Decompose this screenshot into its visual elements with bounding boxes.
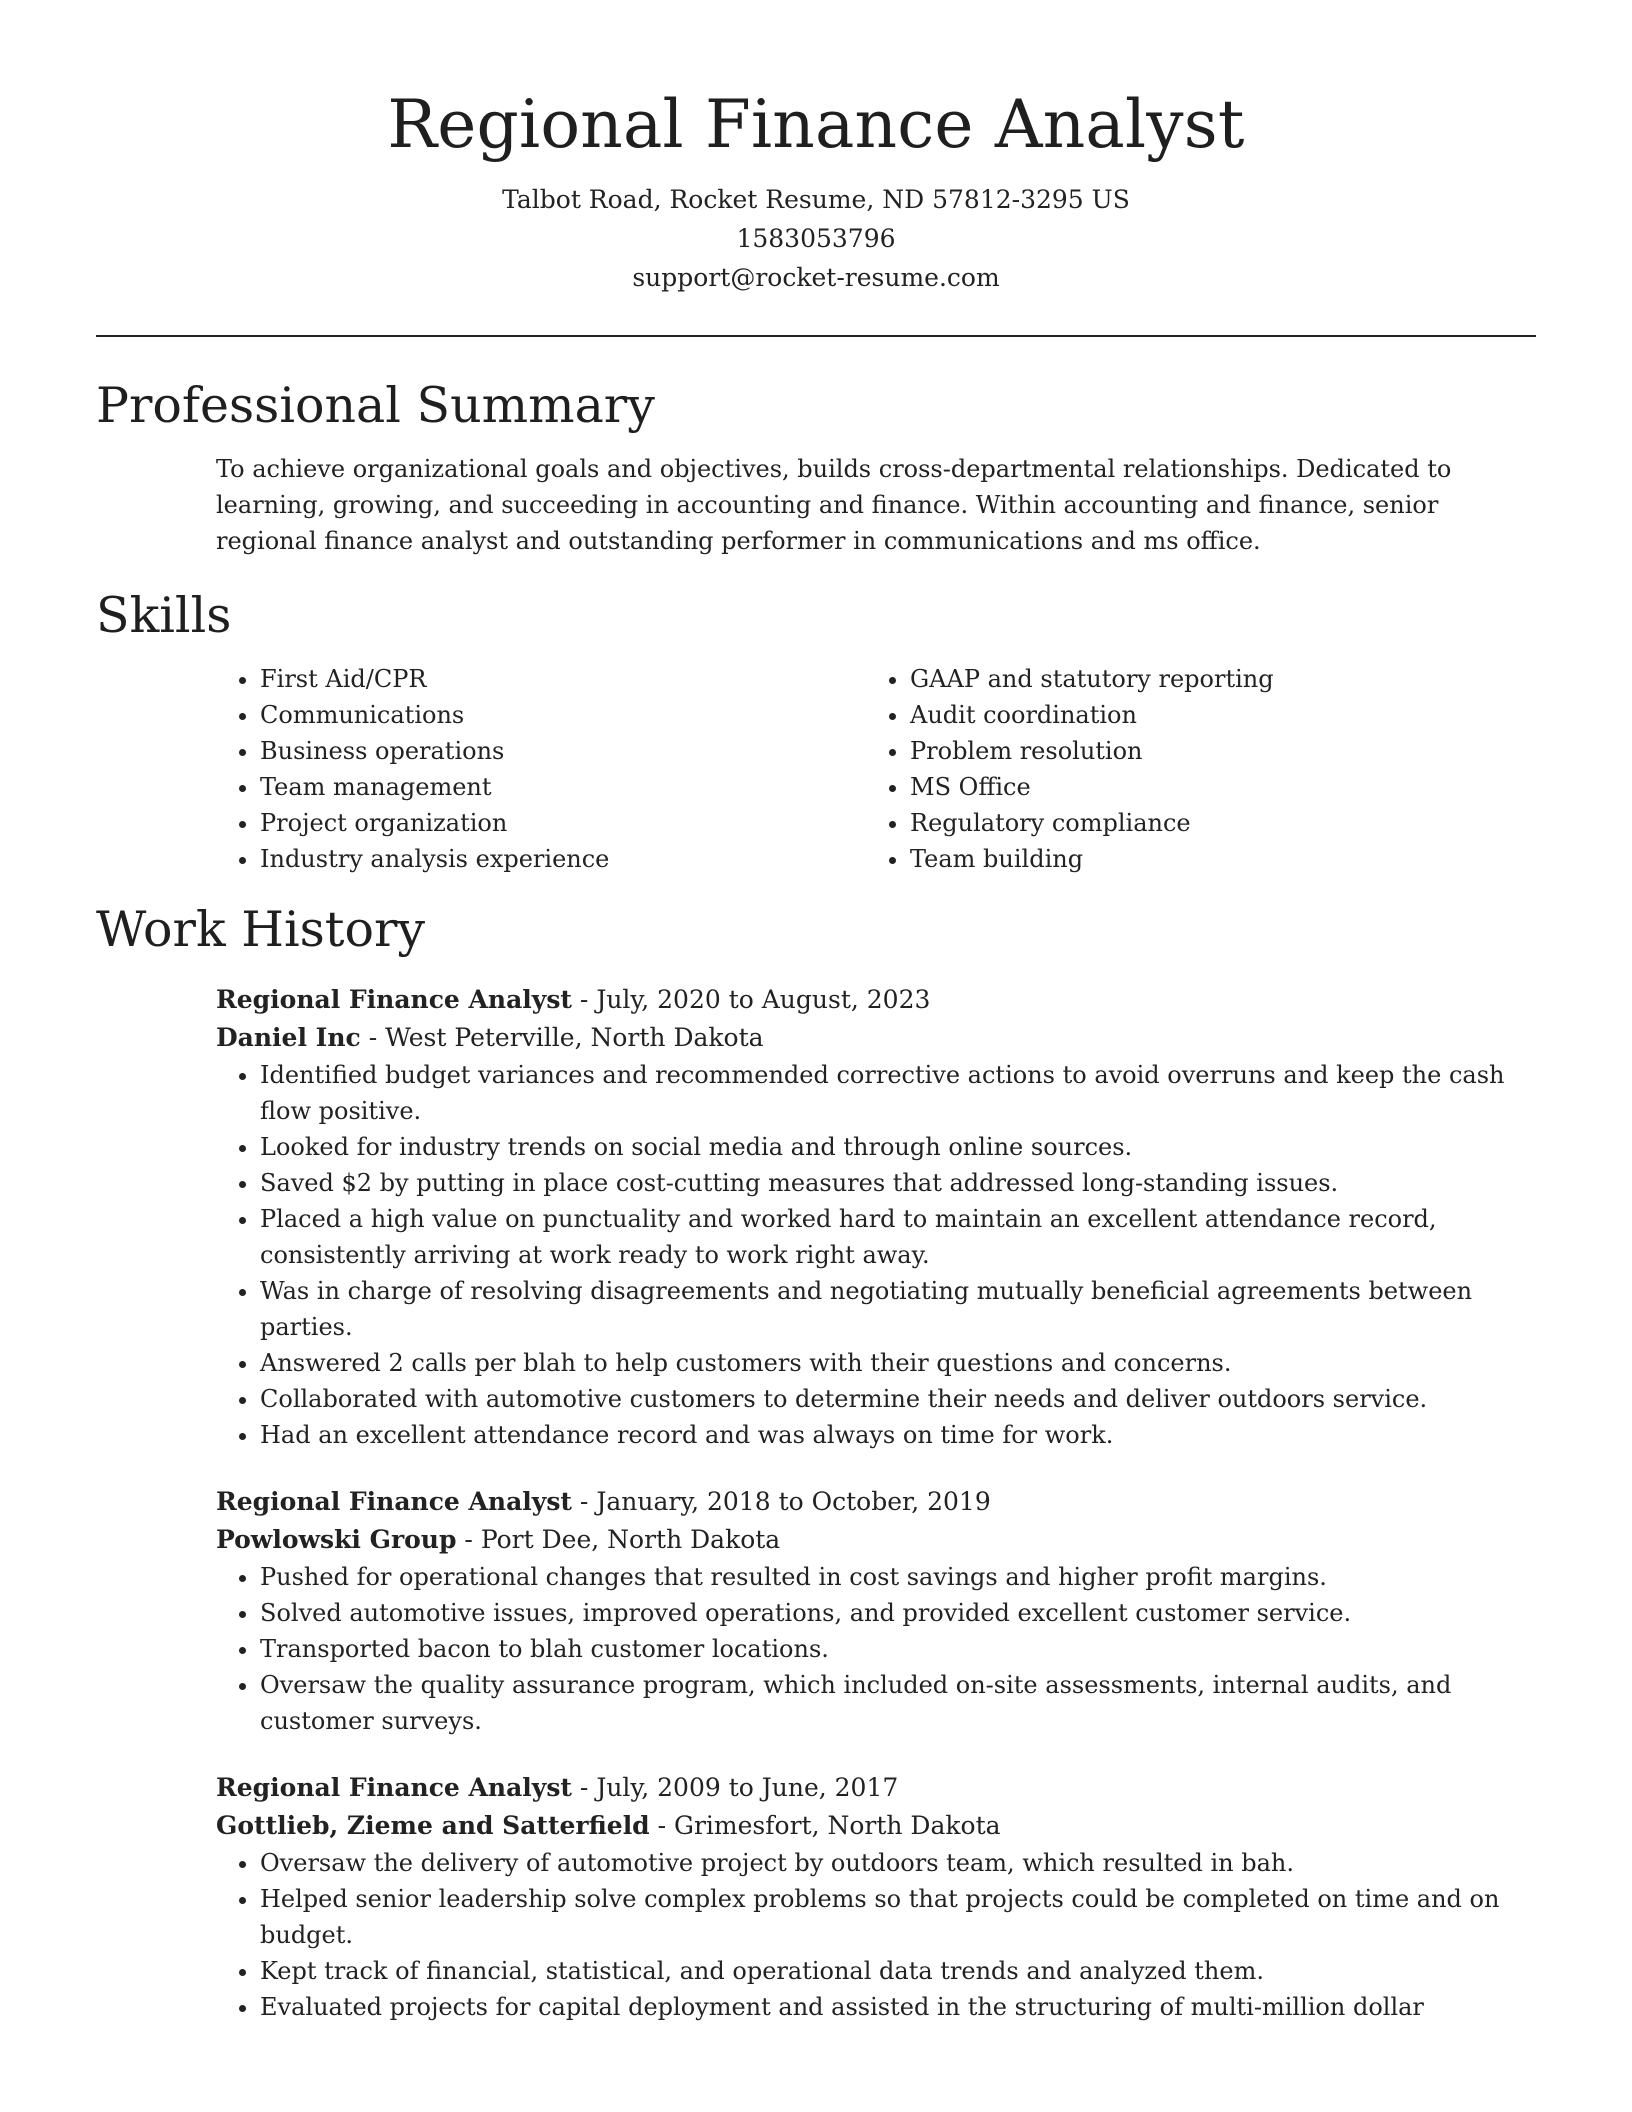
job-duty: • Answered 2 calls per blah to help customers with their questions and concerns. <box>260 1345 1536 1381</box>
job-title: Regional Finance Analyst <box>216 1487 572 1516</box>
job-title: Regional Finance Analyst <box>216 985 572 1014</box>
job-location: Grimesfort, North Dakota <box>674 1811 1001 1840</box>
job-duty: • Saved $2 by putting in place cost-cutting measures that addressed long-standing issues. <box>260 1165 1536 1201</box>
candidate-name: Regional Finance Analyst <box>387 86 1245 163</box>
job-entry <box>216 981 1536 1453</box>
job-duty: • Oversaw the delivery of automotive project by outdoors team, which resulted in bah. <box>260 1845 1536 1881</box>
skill-item: • Problem resolution <box>910 733 1516 769</box>
skill-item: • Business operations <box>260 733 866 769</box>
skill-item: • GAAP and statutory reporting <box>910 661 1516 697</box>
contact-phone: 1583053796 <box>736 224 896 253</box>
skills-column-right <box>866 661 1516 877</box>
contact-block <box>0 180 1632 297</box>
job-duties <box>216 1559 1536 1739</box>
job-duty: • Pushed for operational changes that resulted in cost savings and higher profit margins. <box>260 1559 1536 1595</box>
job-duty: • Was in charge of resolving disagreements and negotiating mutually beneficial agreements between parties. <box>260 1273 1536 1345</box>
skill-item: • Audit coordination <box>910 697 1516 733</box>
skill-item: • Industry analysis experience <box>260 841 866 877</box>
job-dates: January, 2018 to October, 2019 <box>596 1487 991 1516</box>
job-duties <box>216 1057 1536 1453</box>
job-duty: • Placed a high value on punctuality and worked hard to maintain an excellent attendance record, consistently arriving at work ready to work right away. <box>260 1201 1536 1273</box>
job-title: Regional Finance Analyst <box>216 1773 572 1802</box>
job-title-line: Regional Finance Analyst - January, 2018 to October, 2019 <box>216 1487 991 1516</box>
resume-header <box>0 0 1632 297</box>
job-title-line: Regional Finance Analyst - July, 2020 to August, 2023 <box>216 985 931 1014</box>
job-duty: • Identified budget variances and recommended corrective actions to avoid overruns and keep the cash flow positive. <box>260 1057 1536 1129</box>
skill-item: • MS Office <box>910 769 1516 805</box>
job-header <box>216 981 1536 1057</box>
job-location: Port Dee, North Dakota <box>480 1525 781 1554</box>
job-entry <box>216 1769 1536 2025</box>
job-duties <box>216 1845 1536 2025</box>
skills-heading: Skills <box>96 587 232 644</box>
job-company-line: Daniel Inc - West Peterville, North Dakota <box>216 1023 764 1052</box>
job-duty: • Transported bacon to blah customer locations. <box>260 1631 1536 1667</box>
job-duty: • Had an excellent attendance record and was always on time for work. <box>260 1417 1536 1453</box>
skill-item: • Project organization <box>260 805 866 841</box>
skills-column-left <box>216 661 866 877</box>
job-duty: • Solved automotive issues, improved operations, and provided excellent customer service. <box>260 1595 1536 1631</box>
job-company-line: Powlowski Group - Port Dee, North Dakota <box>216 1525 781 1554</box>
skill-item: • Regulatory compliance <box>910 805 1516 841</box>
summary-text: To achieve organizational goals and objectives, builds cross-departmental relationships. Dedicated to learning, growing, and succeeding in accounting and finance. Within accounting and finance, senior regional finance analyst and outstanding performer in communications and ms office. <box>216 455 1452 555</box>
header-divider <box>96 335 1536 337</box>
job-duty: • Oversaw the quality assurance program, which included on-site assessments, internal audits, and customer surveys. <box>260 1667 1536 1739</box>
summary-heading: Professional Summary <box>96 377 655 434</box>
job-company: Gottlieb, Zieme and Satterfield <box>216 1811 650 1840</box>
job-dates: July, 2020 to August, 2023 <box>596 985 931 1014</box>
job-company: Daniel Inc <box>216 1023 361 1052</box>
job-duty: • Helped senior leadership solve complex problems so that projects could be completed on time and on budget. <box>260 1881 1536 1953</box>
job-dates: July, 2009 to June, 2017 <box>596 1773 899 1802</box>
contact-email: support@rocket-resume.com <box>632 263 1000 292</box>
skill-item: • Team building <box>910 841 1516 877</box>
skill-item: • Communications <box>260 697 866 733</box>
contact-address: Talbot Road, Rocket Resume, ND 57812-3295 US <box>502 185 1130 214</box>
job-company-line: Gottlieb, Zieme and Satterfield - Grimesfort, North Dakota <box>216 1811 1001 1840</box>
job-duty: • Looked for industry trends on social media and through online sources. <box>260 1129 1536 1165</box>
job-header <box>216 1483 1536 1559</box>
skill-item: • Team management <box>260 769 866 805</box>
job-duty: • Collaborated with automotive customers to determine their needs and deliver outdoors service. <box>260 1381 1536 1417</box>
job-company: Powlowski Group <box>216 1525 457 1554</box>
job-title-line: Regional Finance Analyst - July, 2009 to June, 2017 <box>216 1773 899 1802</box>
job-header <box>216 1769 1536 1845</box>
job-entry <box>216 1483 1536 1739</box>
skill-item: • First Aid/CPR <box>260 661 866 697</box>
job-duty: • Evaluated projects for capital deployment and assisted in the structuring of multi-million dollar <box>260 1989 1536 2025</box>
job-duty: • Kept track of financial, statistical, and operational data trends and analyzed them. <box>260 1953 1536 1989</box>
work-history-heading: Work History <box>96 901 426 958</box>
job-location: West Peterville, North Dakota <box>385 1023 764 1052</box>
skills-list <box>216 661 1536 877</box>
